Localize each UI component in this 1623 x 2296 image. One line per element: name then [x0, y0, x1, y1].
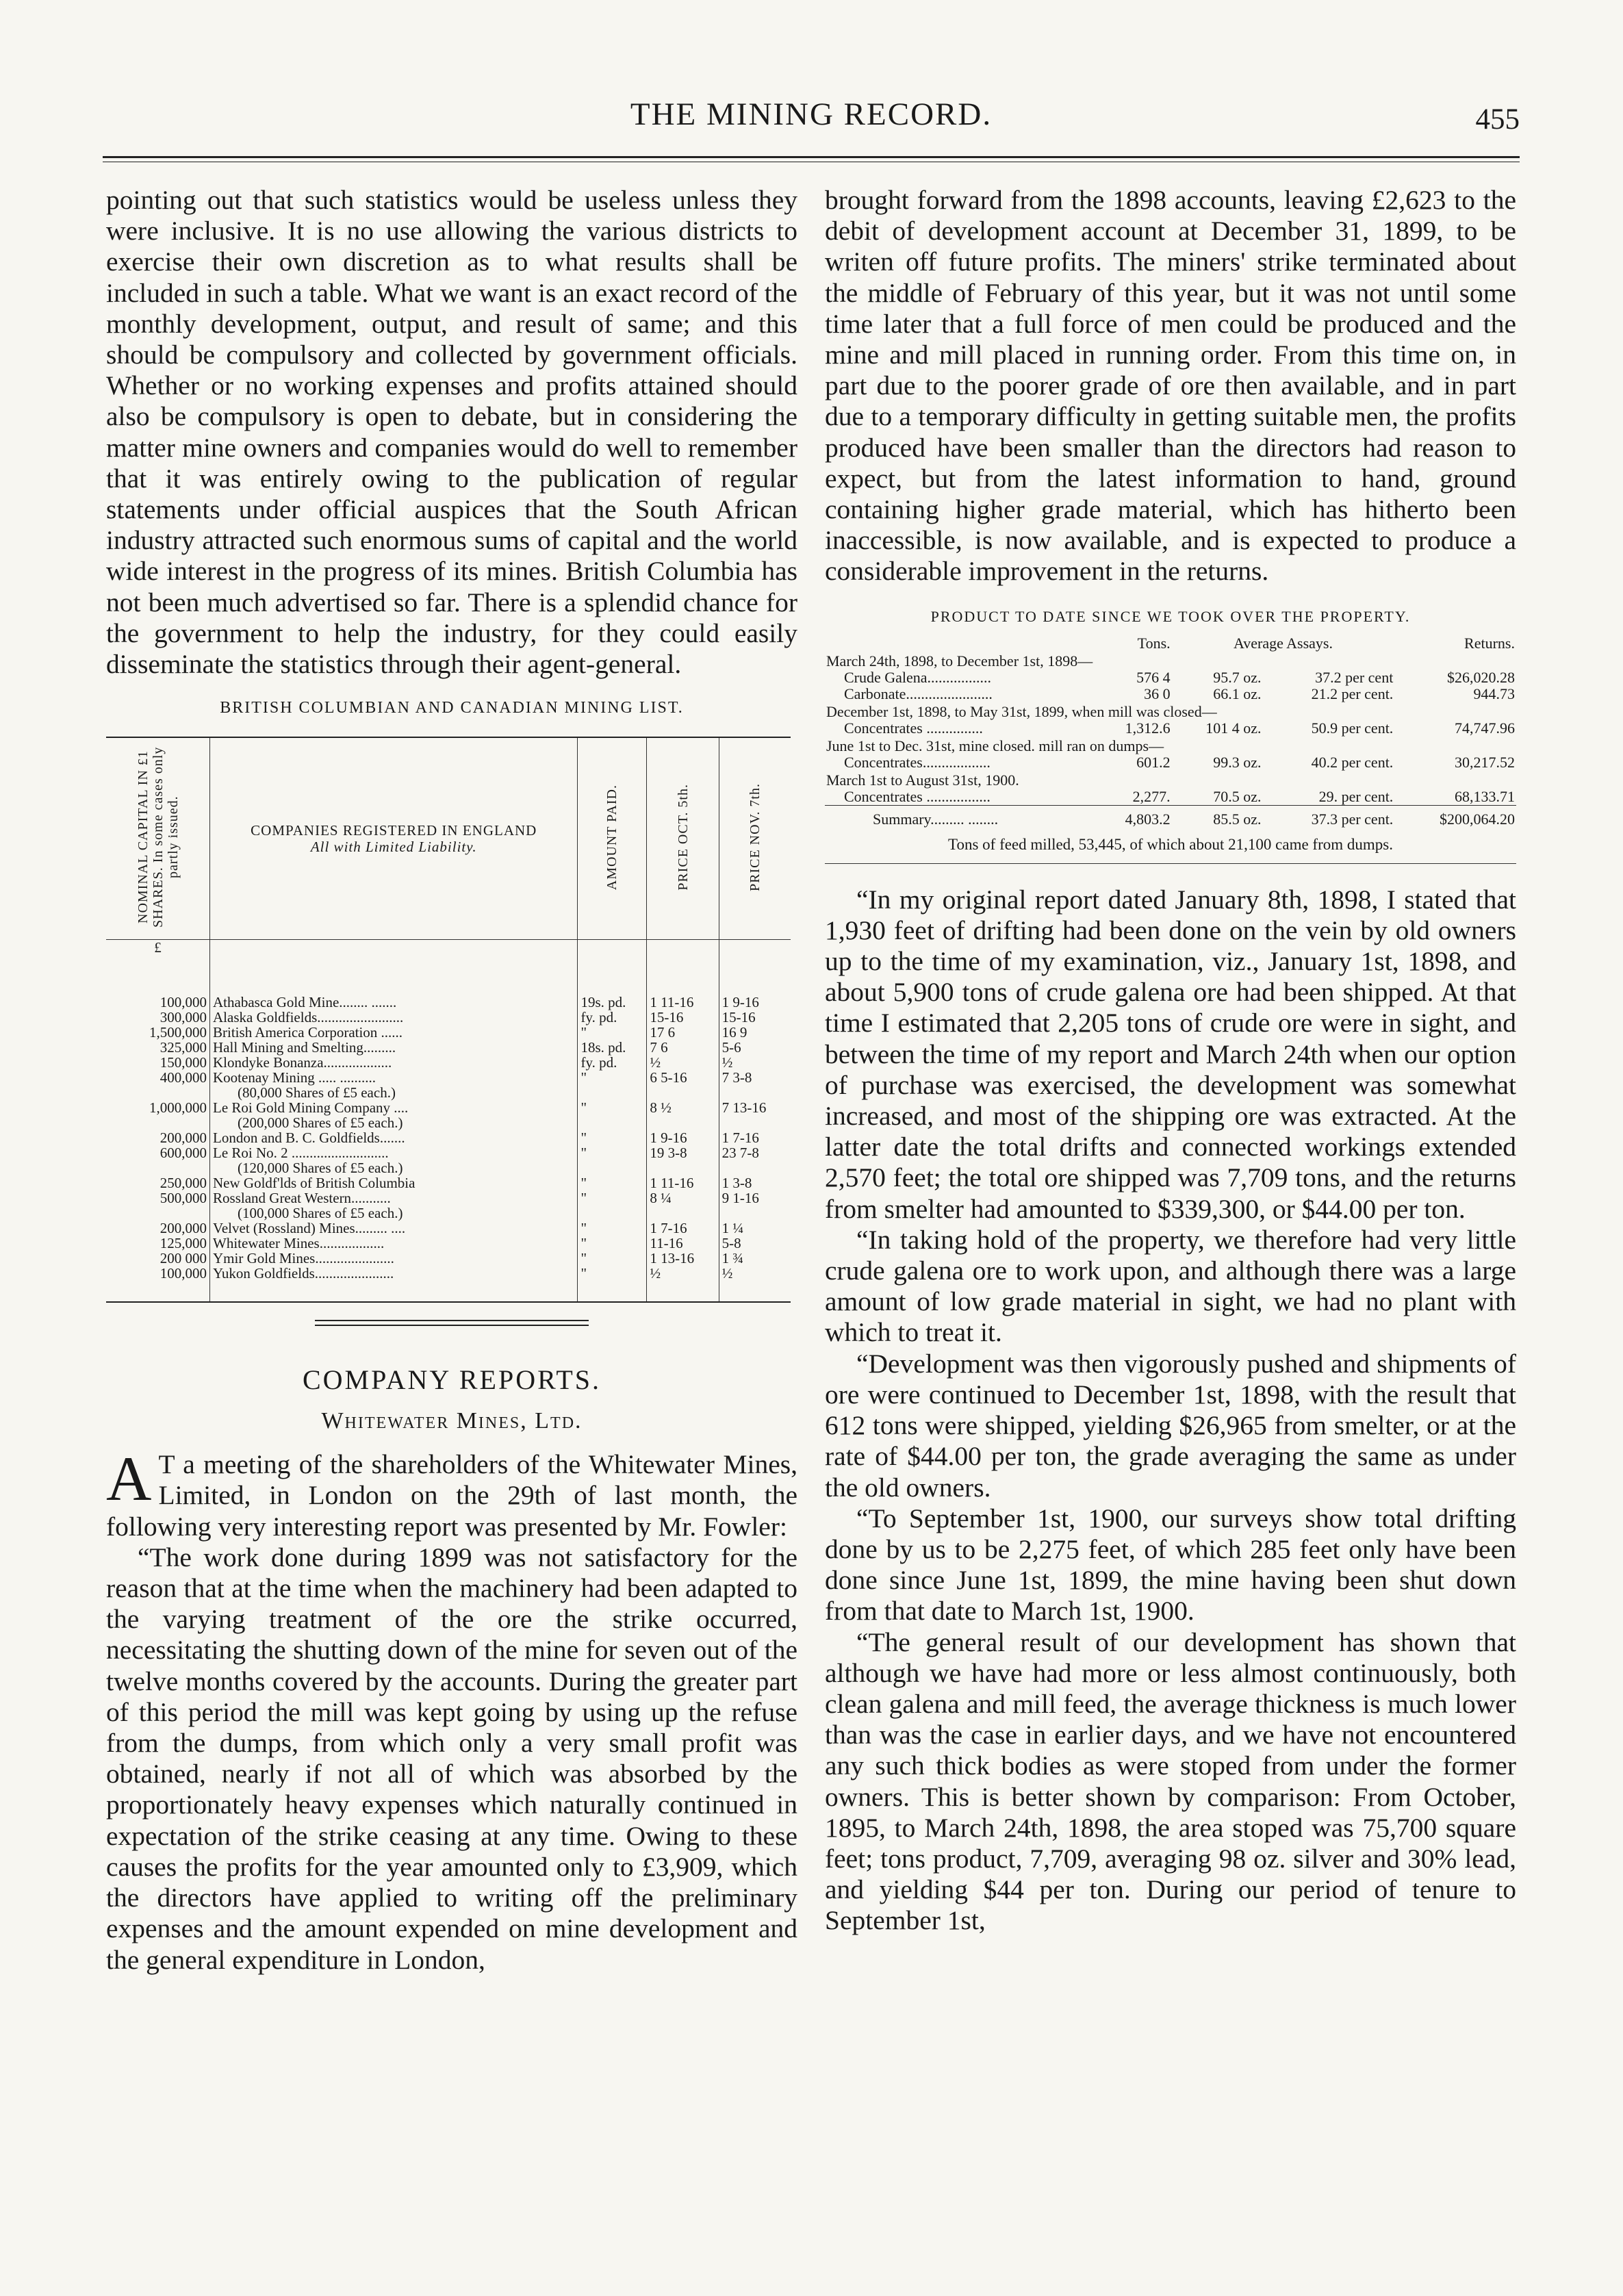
- table-row: [106, 1010, 791, 1025]
- capital-cell: 250,000: [106, 1175, 210, 1190]
- header-price-oct: PRICE OCT. 5th.: [647, 737, 719, 940]
- price-nov-cell: [719, 1206, 791, 1221]
- table-row: [106, 1190, 791, 1206]
- report-opening-text: T a meeting of the shareholders of the Whitewater Mines, Limited, in London on the 29th of last month, the following very interesting report was presented by Mr. Fowler:: [106, 1449, 797, 1542]
- report-paragraph: “In my original report dated January 8th, 1898, I stated that 1,930 feet of drifting had been done on the vein by old owners up to the time of my examination, viz., January 1st, 1898, and about 5,900 tons of crude galena ore had been shipped. At that time I estimated that 2,205 tons of crude ore were in sight, and between the time of my report and March 24th when our option of purchase was exercised, the development was somewhat increased, and most of the shipping ore was extracted. At the latter date the total drifts and connected workings extended 2,570 feet; the total ore shipped was 7,709 tons, and the returns from smelter had amounted to $339,300, or $44.00 per ton.: [825, 884, 1516, 1224]
- table-row: [106, 1070, 791, 1085]
- table-row: [106, 1145, 791, 1160]
- report-paragraph: “The general result of our development has shown that although we have had more or less almost continuously, both clean galena and mill feed, the average thickness is much lower than was the case in earlier days, and we have not encountered any such thick bodies as were stoped from under the former owners. This is better shown by comparison: From October, 1895, to March 24th, 1898, the area stoped was 75,700 square feet; tons product, 7,709, averaging 98 oz. silver and 30% lead, and yielding $44 per ton. During our period of tenure to September 1st,: [825, 1627, 1516, 1936]
- price-nov-cell: 1 7-16: [721, 1130, 759, 1147]
- item-percent: 50.9 per cent.: [1311, 719, 1394, 737]
- item-tons: 36 0: [1144, 685, 1171, 702]
- item-returns: $26,020.28: [1447, 668, 1515, 686]
- company-cell: New Goldf'lds of British Columbia: [210, 1175, 578, 1190]
- amount-paid-cell: 18s. pd.: [578, 1040, 647, 1055]
- price-nov-cell: [719, 1085, 791, 1100]
- price-oct-cell: [647, 1206, 719, 1221]
- right-paragraphs: [825, 884, 1516, 1937]
- price-oct-cell: 1 9-16: [647, 1130, 719, 1145]
- item-tons: 576 4: [1136, 668, 1171, 686]
- price-nov-cell: 1 9-16: [721, 994, 759, 1011]
- running-title: THE MINING RECORD.: [630, 97, 993, 132]
- subsection-title: Whitewater Mines, Ltd.: [321, 1408, 583, 1434]
- item-label: Carbonate.......................: [844, 685, 993, 702]
- amount-paid-cell: ": [578, 1100, 647, 1115]
- right-column: [825, 185, 1516, 1937]
- amount-paid-cell: ": [578, 1236, 647, 1251]
- product-item-row: [825, 789, 1516, 806]
- amount-paid-cell: [578, 1206, 647, 1221]
- report-paragraph: “In taking hold of the property, we therefore had very little crude galena ore to work upon, and although there was a large amount of low grade material in sight, we had no plant with which to treat it.: [825, 1224, 1516, 1348]
- capital-cell: 1,500,000: [106, 1025, 210, 1040]
- capital-cell: 500,000: [106, 1190, 210, 1206]
- product-summary-row: [825, 805, 1516, 828]
- summary-tons: 4,803.2: [1097, 805, 1172, 828]
- table-row: [106, 1055, 791, 1070]
- amount-paid-cell: fy. pd.: [578, 1010, 647, 1025]
- page-header: [103, 96, 1520, 157]
- item-oz: 95.7 oz.: [1213, 668, 1262, 686]
- period-label: December 1st, 1898, to May 31st, 1899, when mill was closed—: [826, 702, 1217, 720]
- company-cell: Kootenay Mining ..... ..........: [210, 1070, 578, 1085]
- feed-note: Tons of feed milled, 53,445, of which about 21,100 came from dumps.: [825, 836, 1516, 864]
- header-rule: [103, 156, 1520, 158]
- item-oz: 99.3 oz.: [1213, 753, 1262, 771]
- item-label: Crude Galena.................: [844, 668, 992, 686]
- header-price-nov: PRICE NOV. 7th.: [719, 737, 791, 940]
- amount-paid-cell: ": [578, 1190, 647, 1206]
- capital-cell: [106, 1206, 210, 1221]
- amount-paid-cell: ": [578, 1266, 647, 1281]
- table-row: [106, 1100, 791, 1115]
- header-capital: NOMINAL CAPITAL IN £1 SHARES. In some cases only partly issued.: [106, 737, 210, 940]
- table-row: [106, 995, 791, 1010]
- company-cell: Rossland Great Western...........: [210, 1190, 578, 1206]
- table-row: [106, 1251, 791, 1266]
- price-nov-cell: 1 3-8: [721, 1175, 752, 1192]
- company-cell: Ymir Gold Mines......................: [210, 1251, 578, 1266]
- price-nov-cell: 1 ¾: [721, 1250, 744, 1267]
- price-oct-cell: 1 7-16: [647, 1221, 719, 1236]
- price-nov-cell: 15-16: [721, 1009, 756, 1026]
- price-oct-cell: 1 11-16: [647, 995, 719, 1010]
- price-oct-cell: 6 5-16: [647, 1070, 719, 1085]
- price-oct-cell: 7 6: [647, 1040, 719, 1055]
- amount-paid-cell: [578, 1160, 647, 1175]
- left-column: [106, 185, 797, 1976]
- continuation-paragraph: brought forward from the 1898 accounts, leaving £2,623 to the debit of development account at December 31, 1899, to be writen off future profits. The miners' strike terminated about the middle of February of this year, but it was not until some time later that a full force of men could be produced and the mine and mill placed in running order. From this time on, in part due to the poorer grade of ore then available, and in part due to a temporary difficulty in getting suitable men, the profits produced have been smaller than the directors had reason to expect, but from the latest information to hand, ground containing higher grade material, which has hitherto been inaccessible, is now available, and is expected to produce a considerable improvement in the returns.: [825, 185, 1516, 587]
- product-header-returns: Returns.: [1464, 634, 1515, 652]
- drop-cap: A: [106, 1444, 152, 1514]
- price-oct-cell: ½: [647, 1266, 719, 1281]
- table-row: [106, 1175, 791, 1190]
- summary-label: Summary......... ........: [825, 805, 1097, 828]
- amount-paid-cell: fy. pd.: [578, 1055, 647, 1070]
- company-cell: London and B. C. Goldfields.......: [210, 1130, 578, 1145]
- amount-paid-cell: ": [578, 1025, 647, 1040]
- price-nov-cell: 1 ¼: [721, 1220, 744, 1237]
- amount-paid-cell: ": [578, 1251, 647, 1266]
- price-oct-cell: [647, 1160, 719, 1175]
- table-row: [106, 1025, 791, 1040]
- capital-cell: [106, 1160, 210, 1175]
- product-item-row: [825, 720, 1516, 737]
- price-oct-cell: [647, 1115, 719, 1130]
- item-tons: 601.2: [1136, 753, 1171, 771]
- table-row: [106, 1160, 791, 1175]
- company-cell: Athabasca Gold Mine........ .......: [210, 995, 578, 1010]
- price-nov-cell: 5-6: [721, 1039, 741, 1056]
- price-nov-cell: 16 9: [721, 1024, 747, 1041]
- price-oct-cell: 8 ¼: [647, 1190, 719, 1206]
- product-period-row: [825, 652, 1516, 669]
- report-paragraph: “To September 1st, 1900, our surveys show total drifting done by us to be 2,275 feet, of which 285 feet only have been done since June 1st, 1899, the mine having been shut down from that date to March 1st, 1900.: [825, 1503, 1516, 1627]
- product-caption: PRODUCT TO DATE SINCE WE TOOK OVER THE PROPERTY.: [930, 607, 1411, 625]
- product-header-assays: Average Assays.: [1233, 634, 1333, 652]
- capital-cell: 300,000: [106, 1010, 210, 1025]
- summary-oz: 85.5 oz.: [1172, 805, 1263, 828]
- price-oct-cell: ½: [647, 1055, 719, 1070]
- page-number: 455: [1475, 103, 1520, 136]
- price-oct-cell: [647, 1085, 719, 1100]
- product-period-row: [825, 771, 1516, 789]
- item-returns: 944.73: [1473, 685, 1515, 702]
- capital-cell: 325,000: [106, 1040, 210, 1055]
- capital-cell: 1,000,000: [106, 1100, 210, 1115]
- capital-cell: 200,000: [106, 1130, 210, 1145]
- header-amount-paid: AMOUNT PAID.: [578, 737, 647, 940]
- table-row: [106, 1206, 791, 1221]
- company-cell: Klondyke Bonanza...................: [210, 1055, 578, 1070]
- mining-list-caption: BRITISH COLUMBIAN AND CANADIAN MINING LIST.: [220, 699, 684, 717]
- report-paragraph: “The work done during 1899 was not satisfactory for the reason that at the time when the machinery had been adapted to the varying treatment of the ore the strike occurred, necessitating the shutting down of the mine for seven out of the twelve months covered by the accounts. During the greater part of this period the mill was kept going by using up the refuse from the dumps, from which only a very small profit was obtained, nearly if not all of which was absorbed by the proportionately heavy expenses which naturally continued in expectation of the strike ceasing at any time. Owing to these causes the profits for the year amounted only to £3,909, which the directors have applied to writing off the preliminary expenses and the amount expended on mine development and the general expenditure in London,: [106, 1542, 797, 1975]
- product-period-row: [825, 702, 1516, 720]
- summary-returns: $200,064.20: [1394, 805, 1516, 828]
- item-label: Concentrates ...............: [844, 719, 983, 737]
- table-row: [106, 1085, 791, 1100]
- company-cell: Velvet (Rossland) Mines......... ....: [210, 1221, 578, 1236]
- product-item-row: [825, 754, 1516, 771]
- price-oct-cell: 19 3-8: [647, 1145, 719, 1160]
- table-row: [106, 1115, 791, 1130]
- table-row: [106, 1266, 791, 1281]
- amount-paid-cell: ": [578, 1130, 647, 1145]
- amount-paid-cell: [578, 1085, 647, 1100]
- header-companies: COMPANIES REGISTERED IN ENGLAND All with Limited Liability.: [210, 737, 578, 940]
- item-returns: 30,217.52: [1455, 753, 1515, 771]
- currency-row: [106, 940, 791, 995]
- amount-paid-cell: 19s. pd.: [578, 995, 647, 1010]
- amount-paid-cell: ": [578, 1221, 647, 1236]
- company-cell: Yukon Goldfields......................: [210, 1266, 578, 1281]
- item-returns: 68,133.71: [1455, 787, 1515, 805]
- capital-cell: 100,000: [106, 1266, 210, 1281]
- capital-cell: 200,000: [106, 1221, 210, 1236]
- product-header-row: [825, 635, 1516, 652]
- item-label: Concentrates .................: [844, 787, 991, 805]
- company-cell: Le Roi No. 2 ...........................: [210, 1145, 578, 1160]
- item-returns: 74,747.96: [1455, 719, 1515, 737]
- item-percent: 37.2 per cent: [1315, 668, 1394, 686]
- company-cell: (100,000 Shares of £5 each.): [210, 1206, 578, 1221]
- table-row: [106, 1040, 791, 1055]
- price-oct-cell: 15-16: [647, 1010, 719, 1025]
- table-row: [106, 1236, 791, 1251]
- price-nov-cell: 23 7-8: [721, 1145, 759, 1162]
- price-nov-cell: [719, 1160, 791, 1175]
- section-divider: [315, 1320, 589, 1326]
- company-cell: (120,000 Shares of £5 each.): [210, 1160, 578, 1175]
- table-end-row: [106, 1281, 791, 1302]
- company-cell: British America Corporation ......: [210, 1025, 578, 1040]
- capital-cell: 600,000: [106, 1145, 210, 1160]
- company-cell: (80,000 Shares of £5 each.): [210, 1085, 578, 1100]
- period-label: March 1st to August 31st, 1900.: [826, 771, 1019, 789]
- company-cell: Le Roi Gold Mining Company ....: [210, 1100, 578, 1115]
- capital-cell: 150,000: [106, 1055, 210, 1070]
- capital-cell: 200 000: [106, 1251, 210, 1266]
- price-nov-cell: 7 3-8: [721, 1069, 752, 1086]
- company-cell: Hall Mining and Smelting.........: [210, 1040, 578, 1055]
- period-label: June 1st to Dec. 31st, mine closed. mill ran on dumps—: [826, 737, 1164, 754]
- capital-cell: 125,000: [106, 1236, 210, 1251]
- price-oct-cell: 8 ½: [647, 1100, 719, 1115]
- item-label: Concentrates..................: [844, 753, 991, 771]
- item-percent: 40.2 per cent.: [1311, 753, 1394, 771]
- amount-paid-cell: ": [578, 1070, 647, 1085]
- item-oz: 70.5 oz.: [1213, 787, 1262, 805]
- amount-paid-cell: ": [578, 1145, 647, 1160]
- item-tons: 2,277.: [1132, 787, 1171, 805]
- product-period-row: [825, 737, 1516, 754]
- item-oz: 101 4 oz.: [1205, 719, 1262, 737]
- price-oct-cell: 1 13-16: [647, 1251, 719, 1266]
- company-cell: Alaska Goldfields........................: [210, 1010, 578, 1025]
- capital-cell: [106, 1085, 210, 1100]
- item-oz: 66.1 oz.: [1213, 685, 1262, 702]
- item-percent: 29. per cent.: [1318, 787, 1394, 805]
- item-tons: 1,312.6: [1125, 719, 1171, 737]
- price-nov-cell: ½: [721, 1054, 733, 1071]
- capital-cell: 400,000: [106, 1070, 210, 1085]
- summary-pct: 37.3 per cent.: [1263, 805, 1395, 828]
- product-table: [825, 635, 1516, 828]
- price-nov-cell: 5-8: [721, 1235, 741, 1252]
- price-nov-cell: 9 1-16: [721, 1190, 759, 1207]
- amount-paid-cell: [578, 1115, 647, 1130]
- product-item-row: [825, 669, 1516, 686]
- report-opening: [106, 1444, 797, 1542]
- table-row: [106, 1221, 791, 1236]
- amount-paid-cell: ": [578, 1175, 647, 1190]
- report-paragraph: “Development was then vigorously pushed and shipments of ore were continued to December 1st, 1898, with the result that 612 tons were shipped, yielding $26,965 from smelter, or at the rate of $44.00 per ton, the grade averaging the same as under the old owners.: [825, 1348, 1516, 1503]
- price-oct-cell: 1 11-16: [647, 1175, 719, 1190]
- price-nov-cell: ½: [721, 1265, 733, 1282]
- mining-list-body: [106, 940, 791, 1303]
- period-label: March 24th, 1898, to December 1st, 1898—: [826, 652, 1093, 669]
- price-oct-cell: 17 6: [647, 1025, 719, 1040]
- company-cell: (200,000 Shares of £5 each.): [210, 1115, 578, 1130]
- price-nov-cell: [719, 1115, 791, 1130]
- capital-cell: [106, 1115, 210, 1130]
- capital-cell: 100,000: [106, 995, 210, 1010]
- price-oct-cell: 11-16: [647, 1236, 719, 1251]
- section-title: COMPANY REPORTS.: [302, 1364, 602, 1396]
- product-header-tons: Tons.: [1137, 634, 1171, 652]
- company-cell: Whitewater Mines..................: [210, 1236, 578, 1251]
- mining-list-table: [106, 737, 791, 1303]
- product-item-row: [825, 686, 1516, 702]
- intro-paragraph: pointing out that such statistics would be useless unless they were inclusive. It is no use allowing the various districts to exercise their own discretion as to what results shall be included in such a table. What we want is an exact record of the monthly development, output, and result of same; and this should be compulsory and collected by government officials. Whether or no working expenses and profits attained should also be compulsory is open to debate, but in considering the matter mine owners and companies would do well to remember that it was entirely owing to the publication of regular statements under official auspices that the South African industry attracted such enormous sums of capital and the world wide interest in the progress of its mines. British Columbia has not been much advertised so far. There is a splendid chance for the government to help the industry, for they could easily disseminate the statistics through their agent-general.: [106, 185, 797, 680]
- price-nov-cell: 7 13-16: [721, 1099, 767, 1117]
- currency-symbol: £: [106, 940, 210, 995]
- table-row: [106, 1130, 791, 1145]
- item-percent: 21.2 per cent.: [1311, 685, 1394, 702]
